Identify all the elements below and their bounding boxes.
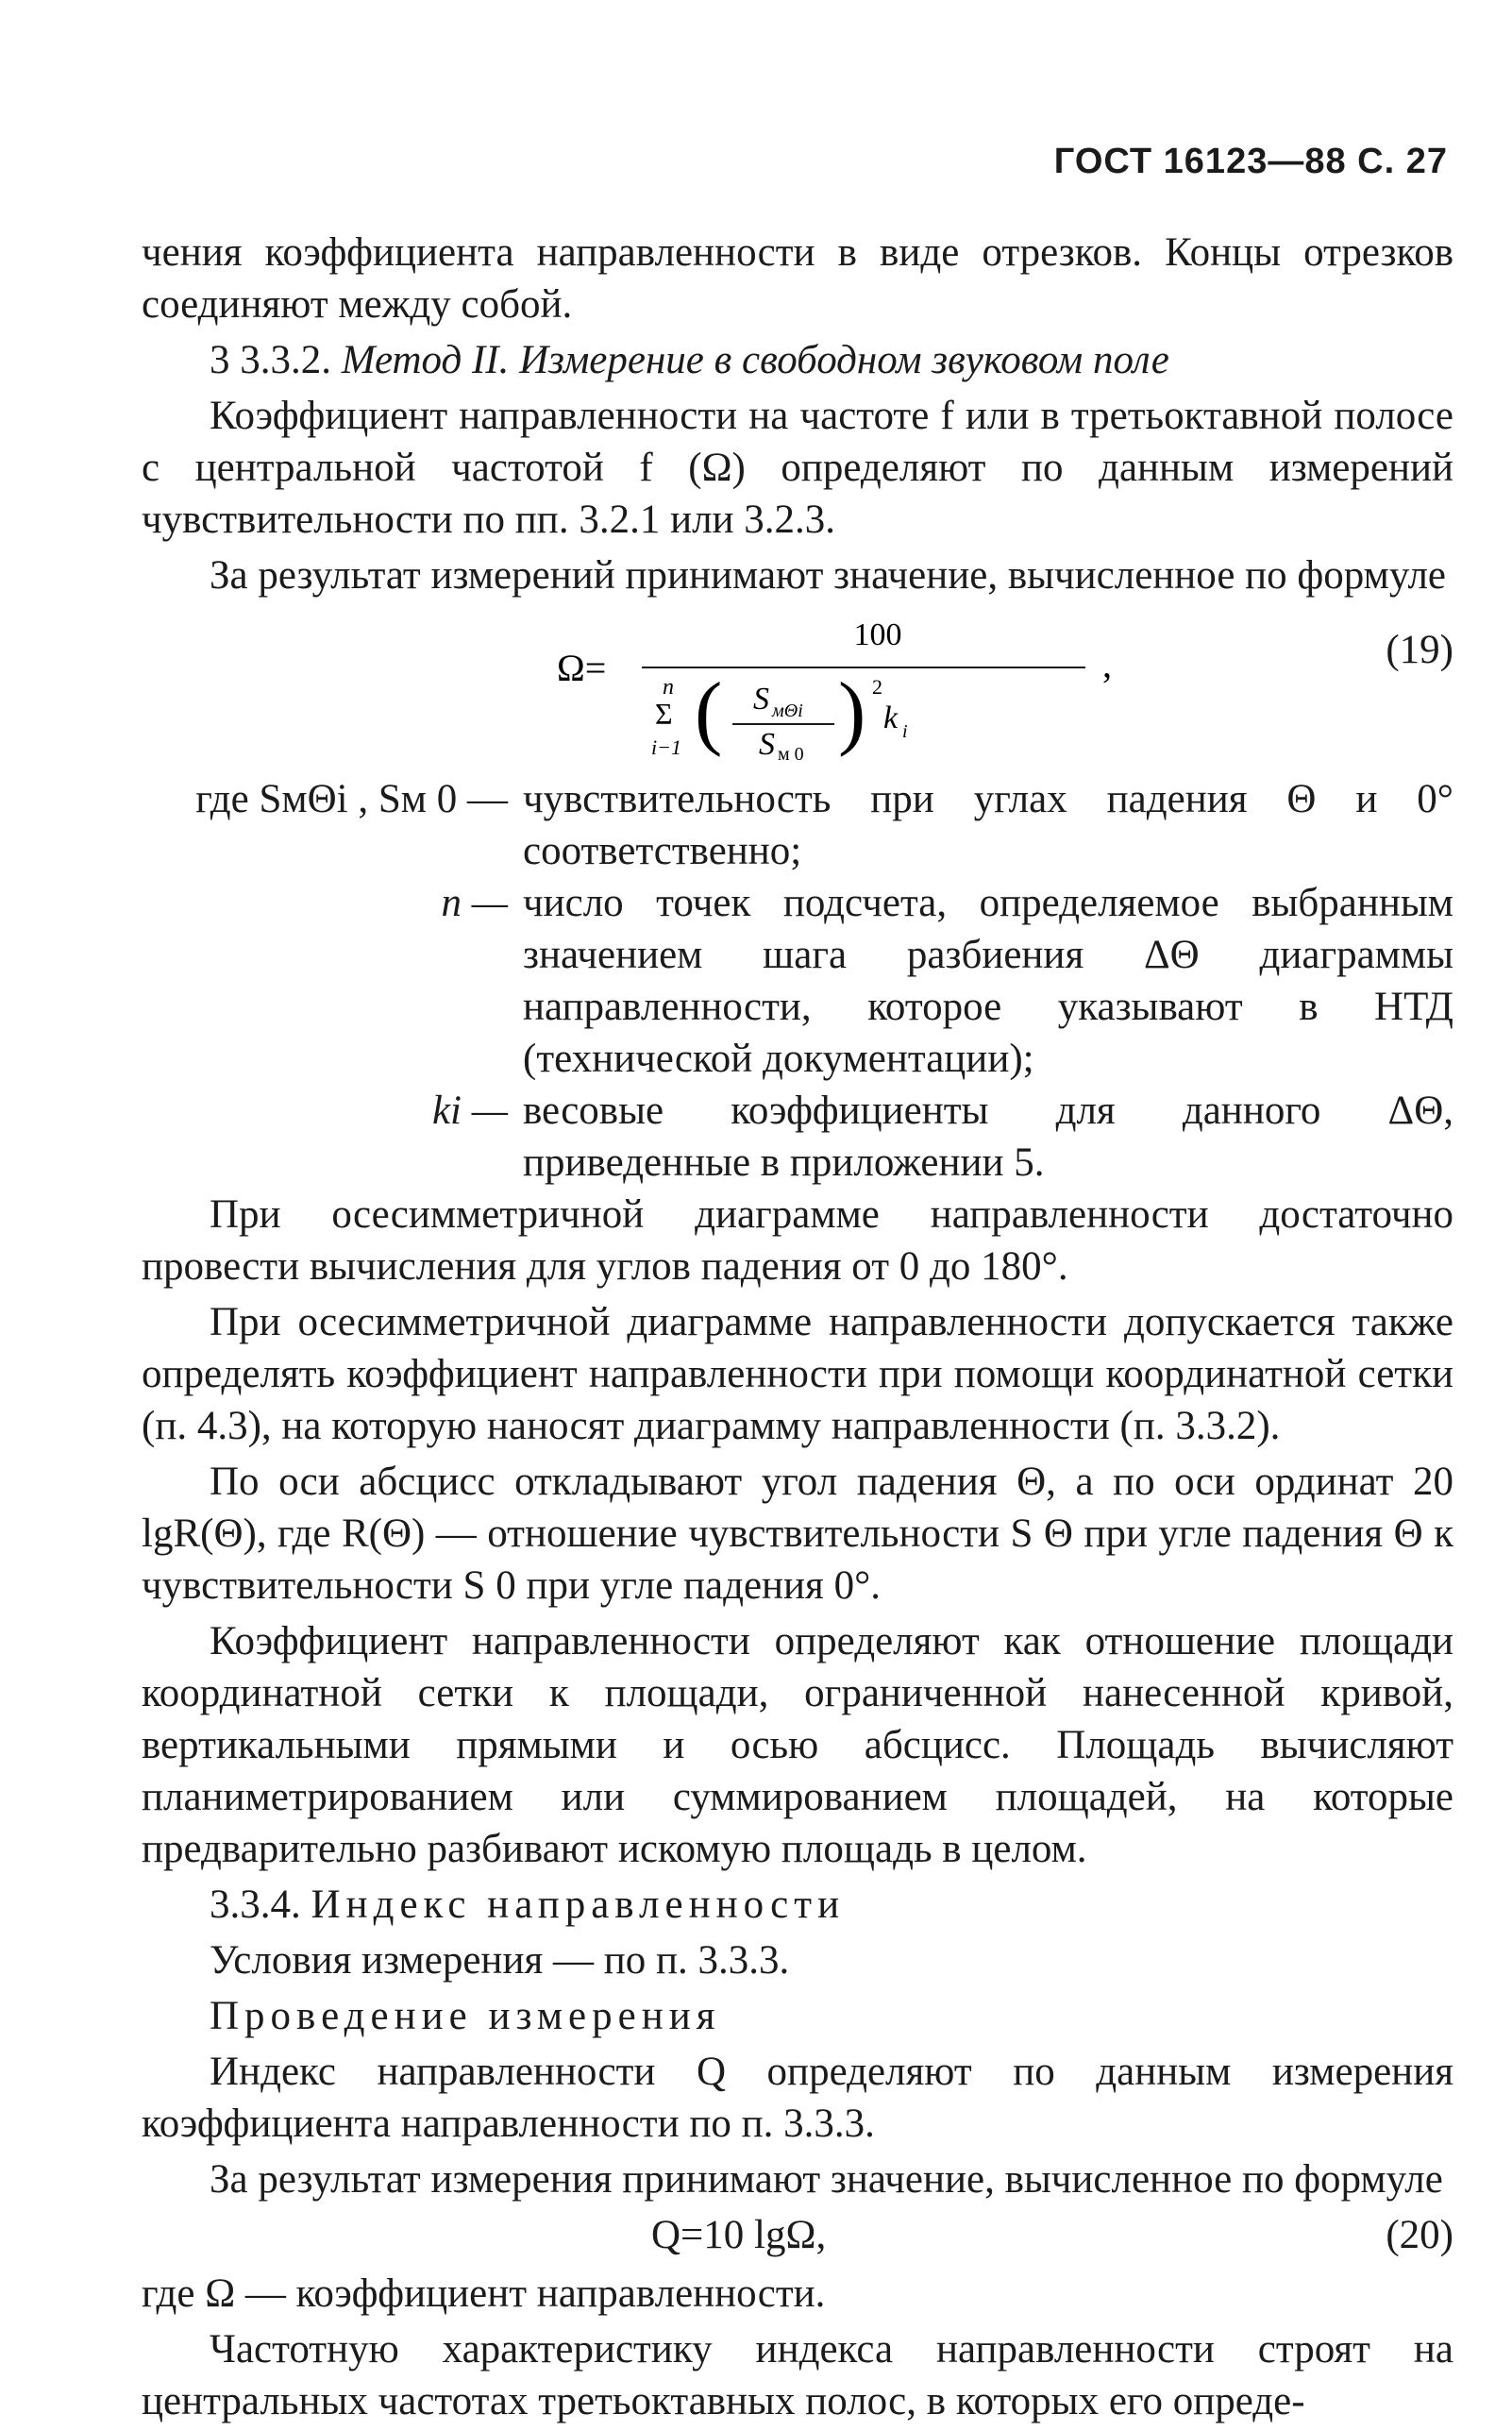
weight-k: k [883, 701, 899, 735]
left-paren: ( [695, 667, 723, 758]
paragraph: За результат измерений принимают значение, вычисленное по формуле [210, 553, 1447, 598]
sum-symbol: Σ [655, 697, 673, 731]
sum-lower: i−1 [651, 735, 681, 759]
paragraph: Условия измерения — по п. 3.3.3. [210, 1938, 790, 1983]
equation-number: (20) [1386, 2213, 1453, 2257]
definition-item [142, 773, 1453, 877]
definition-label: n — [441, 881, 508, 925]
paragraph: Индекс направленности Q определяют по данным измерения коэффициента направленности по п. 3.3.3. [142, 2050, 1453, 2146]
sum-upper: n [663, 675, 674, 700]
formula-19 [142, 605, 1453, 766]
paragraph: Коэффициент направленности определяют как отношение площади координатной сетки к площади, ограниченной нанесенной кривой, вертикальными прямыми и осью абсцисс. Площадь вычисляют планиметрированием или суммированием площадей, на которые предварительно разбивают искомую площадь в целом. [142, 1619, 1453, 1871]
section-heading [142, 334, 1453, 386]
page-number: С. 27 [1357, 142, 1448, 181]
formula-19-graphic [557, 605, 1199, 766]
definition-label: где SмΘi , Sм 0 — [195, 777, 508, 821]
paragraph: По оси абсцисс откладывают угол падения Θ, а по оси ординат 20 lgR(Θ), где R(Θ) — отношение чувствительности S Θ при угле падения Θ к чувствительности S 0 при угле падения 0°. [142, 1460, 1453, 1608]
inner-den-sub: м 0 [778, 744, 804, 765]
inner-num-sub: мΘi [772, 701, 803, 721]
paragraph: Частотную характеристику индекса направленности строят на центральных частотах третьоктавных полос, в которых его опреде- [142, 2327, 1453, 2423]
section-title: Метод II. Измерение в свободном звуковом поле [341, 338, 1169, 382]
inner-den-s: S [759, 727, 775, 762]
paragraph: Коэффициент направленности на частоте f или в третьоктавной полосе с центральной частотой f (Ω) определяют по данным измерений чувствительности по пп. 3.2.1 или 3.2.3. [142, 394, 1453, 542]
paragraph: При осесимметричной диаграмме направленности допускается также определять коэффициент направленности при помощи координатной сетки (п. 4.3), на которую наносят диаграмму направленности (п. 3.3.2). [142, 1300, 1453, 1448]
paragraph: За результат измерения принимают значение, вычисленное по формуле [210, 2157, 1443, 2202]
subheading: Проведение измерения [210, 1994, 721, 2038]
section-number: 3.3.4. [210, 1882, 301, 1927]
definitions [142, 773, 1453, 1189]
weight-sub: i [902, 721, 908, 742]
numerator: 100 [853, 617, 902, 652]
definition-item [142, 1085, 1453, 1189]
definition-text: весовые коэффициенты для данного ΔΘ, приведенные в приложении 5. [523, 1089, 1453, 1185]
paragraph: При осесимметричной диаграмме направленности достаточно провести вычисления для углов падения от 0 до 180°. [142, 1192, 1453, 1289]
inner-num-s: S [753, 682, 769, 717]
section-heading [142, 1879, 1453, 1931]
comma: , [1102, 643, 1112, 685]
definition-text: чувствительность при углах падения Θ и 0° соответственно; [523, 777, 1453, 873]
right-paren: ) [838, 667, 866, 758]
formula-20 [142, 2209, 1453, 2268]
page-header [1054, 142, 1448, 182]
definition-item [142, 877, 1453, 1085]
definition-text: число точек подсчета, определяемое выбранным значением шага разбиения ΔΘ диаграммы направленности, которое указывают в НТД (технической документации); [523, 881, 1453, 1081]
section-title: Индекс направленности [311, 1882, 846, 1927]
paragraph: чения коэффициента направленности в виде отрезков. Концы отрезков соединяют между собой. [142, 230, 1453, 327]
definition-label: ki — [431, 1089, 508, 1133]
power: 2 [872, 675, 882, 699]
doc-number: ГОСТ 16123—88 [1053, 142, 1347, 181]
page-body [142, 227, 1453, 2431]
paragraph: где Ω — коэффициент направленности. [142, 2271, 826, 2316]
formula-text: Q=10 lgΩ, [651, 2213, 827, 2257]
equation-number: (19) [1386, 628, 1453, 672]
section-number: 3 3.3.2. [210, 338, 331, 382]
omega-lhs: Ω= [557, 647, 607, 689]
